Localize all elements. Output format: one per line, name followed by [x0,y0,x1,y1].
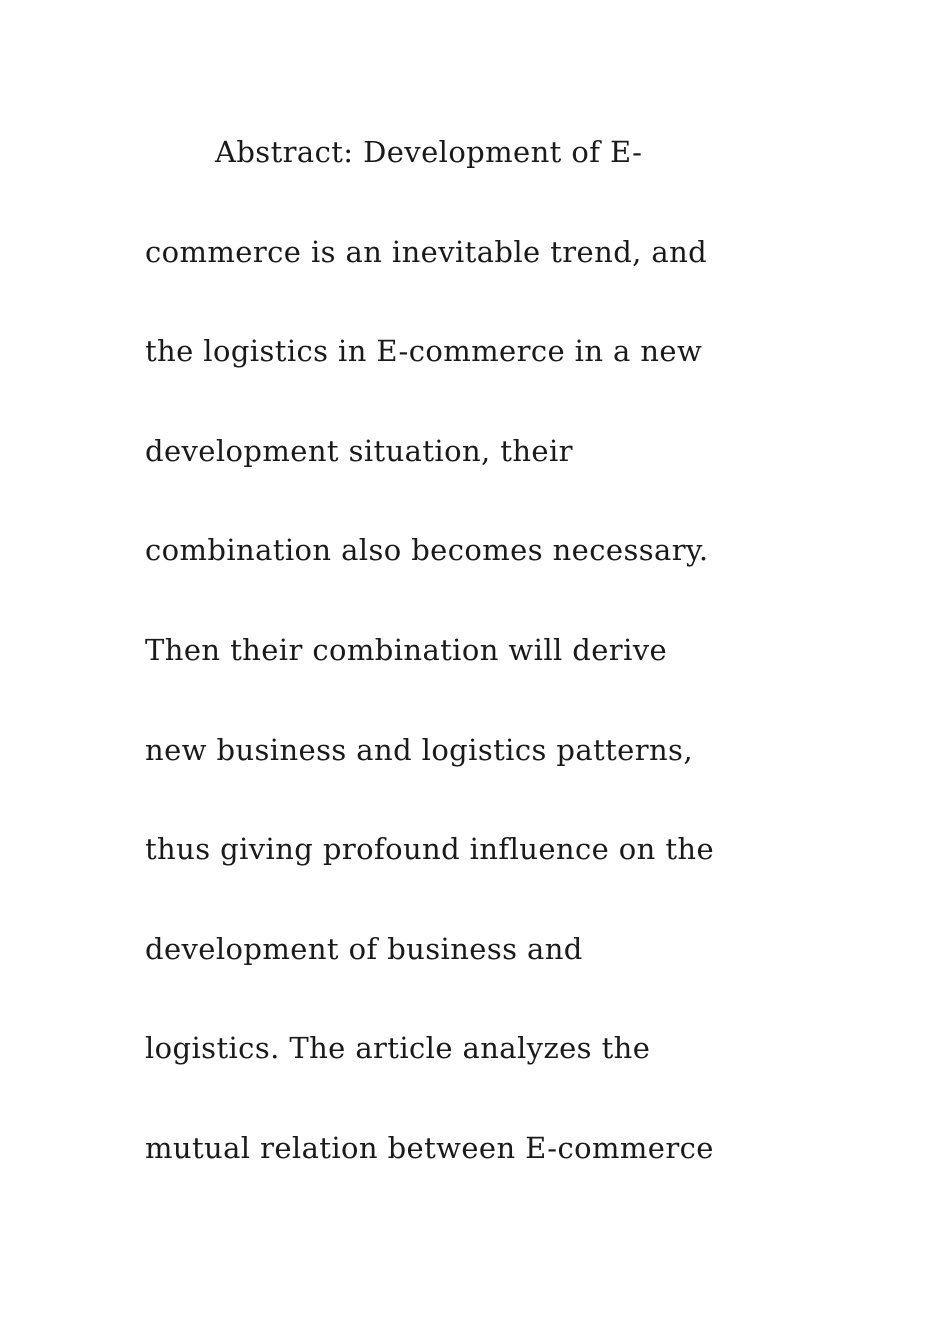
abstract-line-8: thus giving profound influence on the [145,832,715,866]
abstract-line-6: Then their combination will derive [145,633,668,667]
abstract-line-11: mutual relation between E-commerce [145,1131,714,1165]
abstract-line-5: combination also becomes necessary. [145,533,709,567]
abstract-line-1: Abstract: Development of E- [215,135,643,169]
abstract-line-4: development situation, their [145,434,573,468]
abstract-line-2: commerce is an inevitable trend, and [145,235,708,269]
abstract-line-9: development of business and [145,932,583,966]
abstract-line-3: the logistics in E-commerce in a new [145,334,703,368]
abstract-line-7: new business and logistics patterns, [145,733,693,767]
abstract-line-10: logistics. The article analyzes the [145,1031,651,1065]
